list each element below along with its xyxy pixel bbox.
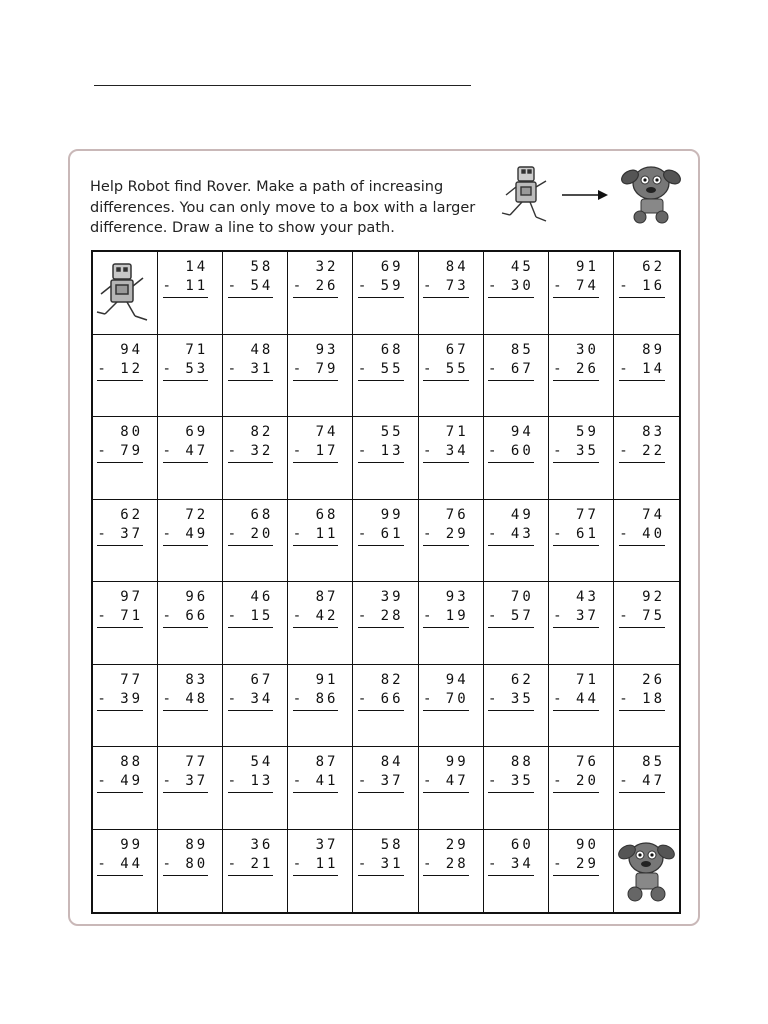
minuend: 54 xyxy=(250,754,274,770)
subtraction-problem xyxy=(293,836,339,876)
minuend: 99 xyxy=(445,754,469,770)
subtraction-problem xyxy=(488,753,534,793)
minuend: 80 xyxy=(120,424,144,440)
minuend: 48 xyxy=(250,341,274,358)
subtrahend: - 66 xyxy=(358,690,404,711)
maze-cell[interactable] xyxy=(93,582,158,665)
subtrahend: - 37 xyxy=(97,525,143,546)
maze-cell[interactable] xyxy=(93,335,158,418)
subtraction-problem xyxy=(97,423,143,463)
subtrahend: - 47 xyxy=(163,442,209,463)
subtraction-problem xyxy=(228,258,274,298)
subtrahend: - 86 xyxy=(293,690,339,711)
subtraction-problem xyxy=(619,506,665,546)
subtrahend: - 49 xyxy=(97,772,143,793)
maze-cell[interactable] xyxy=(353,830,418,913)
subtraction-problem xyxy=(488,506,534,546)
subtrahend: - 57 xyxy=(488,607,534,628)
dog-icon xyxy=(614,830,679,912)
end-cell[interactable] xyxy=(614,830,679,913)
subtraction-problem xyxy=(163,506,209,546)
minuend: 77 xyxy=(120,671,144,688)
subtrahend: - 34 xyxy=(228,690,274,711)
minuend: 74 xyxy=(642,506,665,523)
subtrahend: - 29 xyxy=(423,525,469,546)
subtrahend: - 29 xyxy=(553,855,599,876)
subtrahend: - 18 xyxy=(619,690,665,711)
minuend: 37 xyxy=(315,836,339,853)
subtrahend: - 53 xyxy=(163,360,209,381)
maze-cell[interactable] xyxy=(158,417,223,500)
maze-cell[interactable] xyxy=(158,335,223,418)
maze-cell[interactable] xyxy=(158,830,223,913)
subtraction-problem xyxy=(97,341,143,381)
minuend: 58 xyxy=(380,836,404,853)
minuend: 83 xyxy=(642,424,665,440)
maze-cell[interactable] xyxy=(614,252,679,335)
minuend: 93 xyxy=(315,341,339,358)
subtraction-problem xyxy=(488,671,534,711)
maze-cell[interactable] xyxy=(419,747,484,830)
maze-cell[interactable] xyxy=(353,500,418,583)
subtrahend: - 54 xyxy=(228,277,274,298)
minuend: 99 xyxy=(380,506,404,523)
subtraction-problem xyxy=(228,588,274,628)
maze-cell[interactable] xyxy=(223,747,288,830)
subtraction-problem xyxy=(488,588,534,628)
subtraction-problem xyxy=(293,341,339,381)
subtrahend: - 35 xyxy=(488,772,534,793)
subtraction-problem xyxy=(619,423,665,463)
minuend: 97 xyxy=(120,589,144,605)
subtrahend: - 66 xyxy=(163,607,209,628)
minuend: 94 xyxy=(510,424,534,440)
minuend: 94 xyxy=(120,341,144,358)
dog-icon xyxy=(619,167,683,223)
maze-cell[interactable] xyxy=(549,665,614,748)
minuend: 59 xyxy=(576,424,599,440)
subtraction-problem xyxy=(553,836,599,876)
subtraction-problem xyxy=(423,506,469,546)
minuend: 68 xyxy=(315,506,339,523)
maze-cell[interactable] xyxy=(353,665,418,748)
instructions-text: Help Robot find Rover. Make a path of increasing differences. You can only move to a box with a larger difference. Draw a line to show your path. xyxy=(90,179,476,236)
minuend: 72 xyxy=(185,506,209,523)
subtraction-problem xyxy=(619,753,665,793)
maze-cell[interactable] xyxy=(288,830,353,913)
maze-cell[interactable] xyxy=(614,335,679,418)
subtrahend: - 11 xyxy=(293,855,339,876)
minuend: 62 xyxy=(120,506,144,523)
subtraction-problem xyxy=(228,423,274,463)
subtraction-problem xyxy=(553,341,599,381)
subtrahend: - 39 xyxy=(97,690,143,711)
maze-cell[interactable] xyxy=(484,335,549,418)
subtrahend: - 70 xyxy=(423,690,469,711)
maze-cell[interactable] xyxy=(614,665,679,748)
maze-cell[interactable] xyxy=(419,500,484,583)
subtrahend: - 75 xyxy=(619,607,665,628)
subtraction-problem xyxy=(163,588,209,628)
maze-cell[interactable] xyxy=(158,252,223,335)
subtraction-problem xyxy=(293,671,339,711)
subtrahend: - 11 xyxy=(163,277,209,298)
maze-cell[interactable] xyxy=(549,335,614,418)
maze-cell[interactable] xyxy=(158,582,223,665)
subtraction-problem xyxy=(163,671,209,711)
robot-icon xyxy=(93,252,158,334)
minuend: 43 xyxy=(576,589,599,605)
subtraction-problem xyxy=(423,753,469,793)
maze-cell[interactable] xyxy=(614,747,679,830)
minuend: 45 xyxy=(510,259,534,275)
subtraction-problem xyxy=(228,753,274,793)
subtrahend: - 55 xyxy=(358,360,404,381)
minuend: 62 xyxy=(510,671,534,688)
maze-cell[interactable] xyxy=(93,830,158,913)
minuend: 39 xyxy=(380,589,404,605)
maze-cell[interactable] xyxy=(353,747,418,830)
subtraction-problem xyxy=(358,671,404,711)
maze-cell[interactable] xyxy=(549,830,614,913)
maze-cell[interactable] xyxy=(223,500,288,583)
maze-cell[interactable] xyxy=(223,582,288,665)
subtraction-problem xyxy=(358,588,404,628)
subtrahend: - 44 xyxy=(97,855,143,876)
maze-cell[interactable] xyxy=(419,582,484,665)
maze-cell[interactable] xyxy=(549,252,614,335)
subtrahend: - 60 xyxy=(488,442,534,463)
maze-cell[interactable] xyxy=(419,830,484,913)
subtraction-problem xyxy=(97,836,143,876)
maze-cell[interactable] xyxy=(353,582,418,665)
minuend: 76 xyxy=(445,506,469,523)
subtraction-problem xyxy=(619,671,665,711)
subtraction-problem xyxy=(293,258,339,298)
subtrahend: - 19 xyxy=(423,607,469,628)
minuend: 76 xyxy=(576,754,599,770)
maze-cell[interactable] xyxy=(484,830,549,913)
minuend: 32 xyxy=(315,259,339,275)
maze-cell[interactable] xyxy=(223,252,288,335)
minuend: 84 xyxy=(380,754,404,770)
maze-cell[interactable] xyxy=(223,335,288,418)
subtrahend: - 15 xyxy=(228,607,274,628)
minuend: 89 xyxy=(642,341,665,358)
maze-cell[interactable] xyxy=(223,830,288,913)
subtraction-problem xyxy=(488,423,534,463)
header-illustration xyxy=(498,161,686,231)
maze-cell[interactable] xyxy=(93,417,158,500)
subtraction-problem xyxy=(293,753,339,793)
subtraction-problem xyxy=(228,671,274,711)
subtraction-problem xyxy=(358,753,404,793)
minuend: 30 xyxy=(576,341,599,358)
robot-icon xyxy=(502,167,546,221)
subtrahend: - 71 xyxy=(97,607,143,628)
minuend: 77 xyxy=(576,506,599,523)
minuend: 74 xyxy=(315,424,339,440)
subtrahend: - 48 xyxy=(163,690,209,711)
subtrahend: - 37 xyxy=(553,607,599,628)
subtraction-problem xyxy=(97,671,143,711)
subtrahend: - 80 xyxy=(163,855,209,876)
minuend: 67 xyxy=(445,341,469,358)
minuend: 67 xyxy=(250,671,274,688)
subtraction-problem xyxy=(553,671,599,711)
minuend: 96 xyxy=(185,589,209,605)
subtrahend: - 61 xyxy=(358,525,404,546)
minuend: 85 xyxy=(642,754,665,770)
subtrahend: - 32 xyxy=(228,442,274,463)
subtrahend: - 13 xyxy=(228,772,274,793)
minuend: 85 xyxy=(510,341,534,358)
subtrahend: - 17 xyxy=(293,442,339,463)
subtrahend: - 28 xyxy=(423,855,469,876)
minuend: 89 xyxy=(185,836,209,853)
subtrahend: - 47 xyxy=(619,772,665,793)
maze-cell[interactable] xyxy=(419,252,484,335)
subtraction-problem xyxy=(488,258,534,298)
minuend: 82 xyxy=(380,671,404,688)
maze-cell[interactable] xyxy=(158,747,223,830)
minuend: 71 xyxy=(185,341,209,358)
subtrahend: - 41 xyxy=(293,772,339,793)
maze-cell[interactable] xyxy=(288,252,353,335)
maze-cell[interactable] xyxy=(158,665,223,748)
subtraction-problem xyxy=(228,341,274,381)
subtrahend: - 31 xyxy=(228,360,274,381)
subtrahend: - 59 xyxy=(358,277,404,298)
maze-cell[interactable] xyxy=(288,665,353,748)
minuend: 68 xyxy=(380,341,404,358)
subtraction-problem xyxy=(488,341,534,381)
subtrahend: - 22 xyxy=(619,442,665,463)
subtrahend: - 73 xyxy=(423,277,469,298)
minuend: 71 xyxy=(576,671,599,688)
subtrahend: - 42 xyxy=(293,607,339,628)
maze-cell[interactable] xyxy=(353,335,418,418)
minuend: 58 xyxy=(250,259,274,275)
minuend: 62 xyxy=(642,259,665,275)
subtraction-problem xyxy=(97,506,143,546)
minuend: 90 xyxy=(576,836,599,853)
subtrahend: - 43 xyxy=(488,525,534,546)
subtrahend: - 30 xyxy=(488,277,534,298)
subtraction-problem xyxy=(423,671,469,711)
subtraction-problem xyxy=(228,836,274,876)
minuend: 88 xyxy=(120,754,144,770)
subtraction-problem xyxy=(358,836,404,876)
subtraction-problem xyxy=(423,588,469,628)
maze-cell[interactable] xyxy=(549,500,614,583)
maze-cell[interactable] xyxy=(484,252,549,335)
subtraction-problem xyxy=(163,753,209,793)
maze-cell[interactable] xyxy=(614,417,679,500)
maze-cell[interactable] xyxy=(484,500,549,583)
subtraction-problem xyxy=(228,506,274,546)
subtraction-problem xyxy=(358,506,404,546)
subtraction-problem xyxy=(423,836,469,876)
minuend: 55 xyxy=(380,424,404,440)
maze-cell[interactable] xyxy=(484,665,549,748)
subtrahend: - 21 xyxy=(228,855,274,876)
maze-cell[interactable] xyxy=(484,747,549,830)
subtrahend: - 34 xyxy=(488,855,534,876)
subtraction-problem xyxy=(488,836,534,876)
minuend: 87 xyxy=(315,754,339,770)
minuend: 70 xyxy=(510,589,534,605)
minuend: 36 xyxy=(250,836,274,853)
subtrahend: - 74 xyxy=(553,277,599,298)
subtrahend: - 14 xyxy=(619,360,665,381)
minuend: 88 xyxy=(510,754,534,770)
subtraction-problem xyxy=(163,836,209,876)
subtraction-problem xyxy=(553,423,599,463)
subtraction-problem xyxy=(423,341,469,381)
subtrahend: - 67 xyxy=(488,360,534,381)
minuend: 60 xyxy=(510,836,534,853)
subtraction-problem xyxy=(553,753,599,793)
maze-cell[interactable] xyxy=(288,417,353,500)
subtraction-problem xyxy=(358,341,404,381)
minuend: 94 xyxy=(445,671,469,688)
difference-maze-grid xyxy=(91,250,681,914)
maze-cell[interactable] xyxy=(484,417,549,500)
subtraction-problem xyxy=(293,506,339,546)
subtrahend: - 16 xyxy=(619,277,665,298)
maze-cell[interactable] xyxy=(419,417,484,500)
minuend: 69 xyxy=(185,424,209,440)
minuend: 83 xyxy=(185,671,209,688)
maze-cell[interactable] xyxy=(223,665,288,748)
subtrahend: - 20 xyxy=(228,525,274,546)
subtraction-problem xyxy=(553,258,599,298)
subtrahend: - 20 xyxy=(553,772,599,793)
worksheet-panel xyxy=(68,149,700,926)
maze-cell[interactable] xyxy=(549,582,614,665)
minuend: 14 xyxy=(185,259,209,275)
minuend: 99 xyxy=(120,836,144,853)
maze-cell[interactable] xyxy=(288,582,353,665)
maze-cell[interactable] xyxy=(353,252,418,335)
minuend: 46 xyxy=(250,589,274,605)
minuend: 68 xyxy=(250,506,274,523)
subtraction-problem xyxy=(163,423,209,463)
subtraction-problem xyxy=(619,588,665,628)
subtrahend: - 35 xyxy=(553,442,599,463)
subtrahend: - 37 xyxy=(163,772,209,793)
maze-cell[interactable] xyxy=(93,747,158,830)
maze-cell[interactable] xyxy=(158,500,223,583)
subtrahend: - 35 xyxy=(488,690,534,711)
subtrahend: - 26 xyxy=(553,360,599,381)
subtrahend: - 79 xyxy=(293,360,339,381)
minuend: 49 xyxy=(510,506,534,523)
maze-cell[interactable] xyxy=(288,747,353,830)
maze-cell[interactable] xyxy=(549,747,614,830)
minuend: 71 xyxy=(445,424,469,440)
subtraction-problem xyxy=(97,588,143,628)
subtrahend: - 13 xyxy=(358,442,404,463)
minuend: 29 xyxy=(445,836,469,853)
maze-cell[interactable] xyxy=(93,665,158,748)
subtrahend: - 37 xyxy=(358,772,404,793)
maze-cell[interactable] xyxy=(93,500,158,583)
subtrahend: - 44 xyxy=(553,690,599,711)
subtrahend: - 61 xyxy=(553,525,599,546)
subtraction-problem xyxy=(619,258,665,298)
subtrahend: - 47 xyxy=(423,772,469,793)
arrow-right-icon xyxy=(562,190,608,200)
start-cell[interactable] xyxy=(93,252,158,335)
minuend: 82 xyxy=(250,424,274,440)
name-line[interactable] xyxy=(94,85,471,86)
minuend: 87 xyxy=(315,589,339,605)
subtraction-problem xyxy=(423,423,469,463)
minuend: 93 xyxy=(445,589,469,605)
subtraction-problem xyxy=(163,258,209,298)
minuend: 91 xyxy=(576,259,599,275)
subtrahend: - 31 xyxy=(358,855,404,876)
subtraction-problem xyxy=(293,423,339,463)
subtraction-problem xyxy=(358,423,404,463)
maze-cell[interactable] xyxy=(614,582,679,665)
subtrahend: - 12 xyxy=(97,360,143,381)
subtrahend: - 26 xyxy=(293,277,339,298)
subtraction-problem xyxy=(423,258,469,298)
subtrahend: - 79 xyxy=(97,442,143,463)
maze-cell[interactable] xyxy=(223,417,288,500)
maze-cell[interactable] xyxy=(288,500,353,583)
maze-cell[interactable] xyxy=(353,417,418,500)
maze-cell[interactable] xyxy=(484,582,549,665)
subtrahend: - 34 xyxy=(423,442,469,463)
minuend: 84 xyxy=(445,259,469,275)
minuend: 77 xyxy=(185,754,209,770)
subtraction-problem xyxy=(97,753,143,793)
subtrahend: - 40 xyxy=(619,525,665,546)
subtraction-problem xyxy=(358,258,404,298)
minuend: 91 xyxy=(315,671,339,688)
subtraction-problem xyxy=(553,588,599,628)
subtraction-problem xyxy=(293,588,339,628)
subtraction-problem xyxy=(553,506,599,546)
minuend: 92 xyxy=(642,589,665,605)
maze-cell[interactable] xyxy=(288,335,353,418)
maze-cell[interactable] xyxy=(614,500,679,583)
subtrahend: - 28 xyxy=(358,607,404,628)
subtraction-problem xyxy=(163,341,209,381)
subtraction-problem xyxy=(619,341,665,381)
subtrahend: - 55 xyxy=(423,360,469,381)
maze-cell[interactable] xyxy=(419,335,484,418)
maze-cell[interactable] xyxy=(419,665,484,748)
maze-cell[interactable] xyxy=(549,417,614,500)
minuend: 69 xyxy=(380,259,404,275)
subtrahend: - 11 xyxy=(293,525,339,546)
subtrahend: - 49 xyxy=(163,525,209,546)
minuend: 26 xyxy=(642,671,665,688)
